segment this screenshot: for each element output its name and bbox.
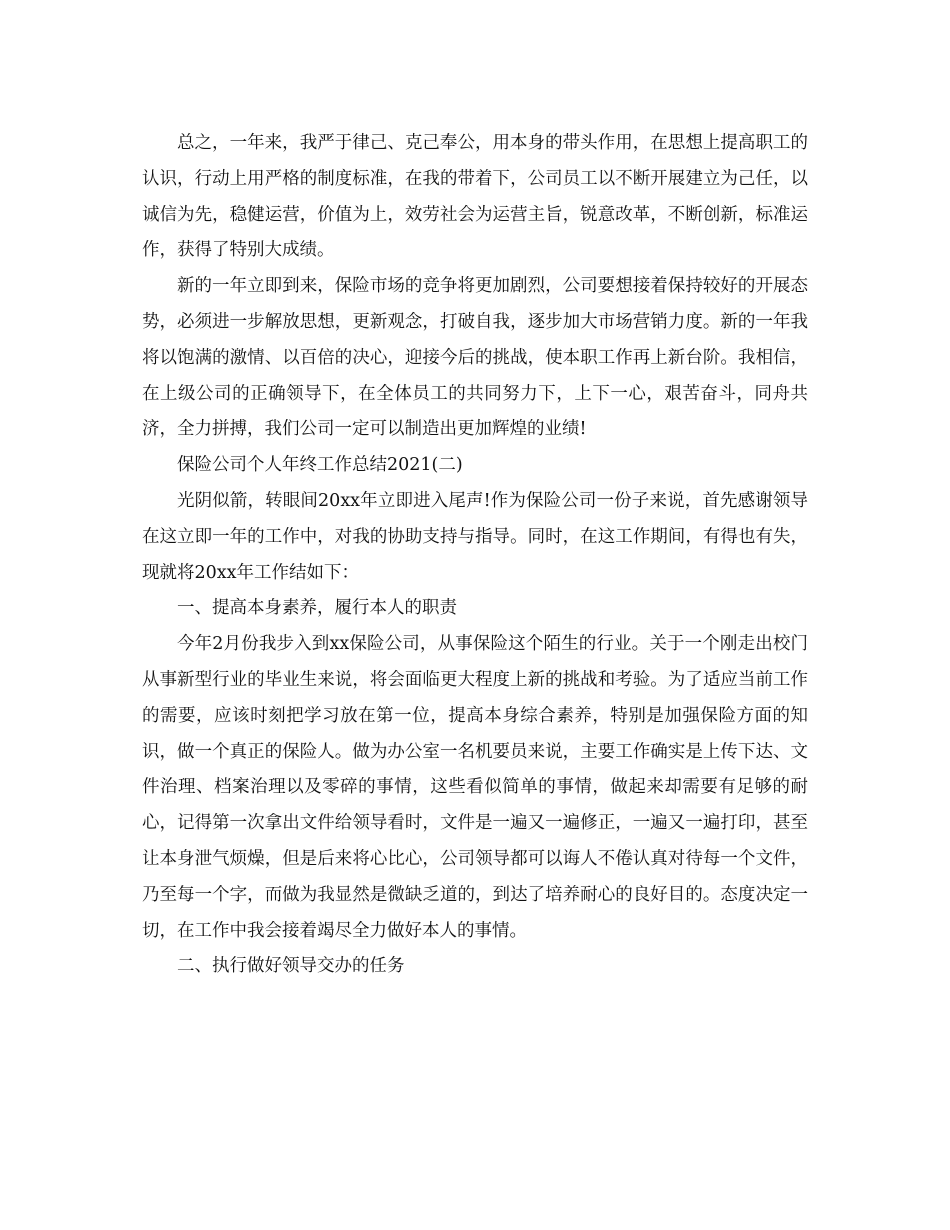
paragraph-intro: 光阴似箭，转眼间20xx年立即进入尾声!作为保险公司一份子来说，首先感谢领导在这立即一年的工作中，对我的协助支持与指导。同时，在这工作期间，有得也有失，现就将20xx年工作结如下： [142,490,808,583]
paragraph-new-year: 新的一年立即到来，保险市场的竞争将更加剧烈，公司要想接着保持较好的开展态势，必须进一步解放思想，更新观念，打破自我，逐步加大市场营销力度。新的一年我将以饱满的激情、以百倍的决心，迎接今后的挑战，使本职工作再上新台阶。我相信，在上级公司的正确领导下，在全体员工的共同努力下，上下一心，艰苦奋斗，同舟共济，全力拼搏，我们公司一定可以制造出更加辉煌的业绩! [142,276,808,440]
section-title: 保险公司个人年终工作总结2021(二) [177,455,463,476]
document-body [142,126,808,985]
paragraph-duties: 今年2月份我步入到xx保险公司，从事保险这个陌生的行业。关于一个刚走出校门从事新型行业的毕业生来说，将会面临更大程度上新的挑战和考验。为了适应当前工作的需要，应该时刻把学习放在第一位，提高本身综合素养，特别是加强保险方面的知识，做一个真正的保险人。做为办公室一名机要员来说，主要工作确实是上传下达、文件治理、档案治理以及零碎的事情，这些看似简单的事情，做起来却需要有足够的耐心，记得第一次拿出文件给领导看时，文件是一遍又一遍修正，一遍又一遍打印，甚至让本身泄气烦燥，但是后来将心比心，公司领导都可以诲人不倦认真对待每一个文件，乃至每一个字，而做为我显然是微缺乏道的，到达了培养耐心的良好目的。态度决定一切，在工作中我会接着竭尽全力做好本人的事情。 [142,634,808,941]
heading-two: 二、执行做好领导交办的任务 [177,956,405,977]
heading-one: 一、提高本身素养，履行本人的职责 [177,598,457,619]
paragraph-summary: 总之，一年来，我严于律己、克己奉公，用本身的带头作用，在思想上提高职工的认识，行动上用严格的制度标准，在我的带着下，公司员工以不断开展建立为己任，以诚信为先，稳健运营，价值为上，效劳社会为运营主旨，锐意改革，不断创新，标准运作，获得了特别大成绩。 [142,133,808,261]
